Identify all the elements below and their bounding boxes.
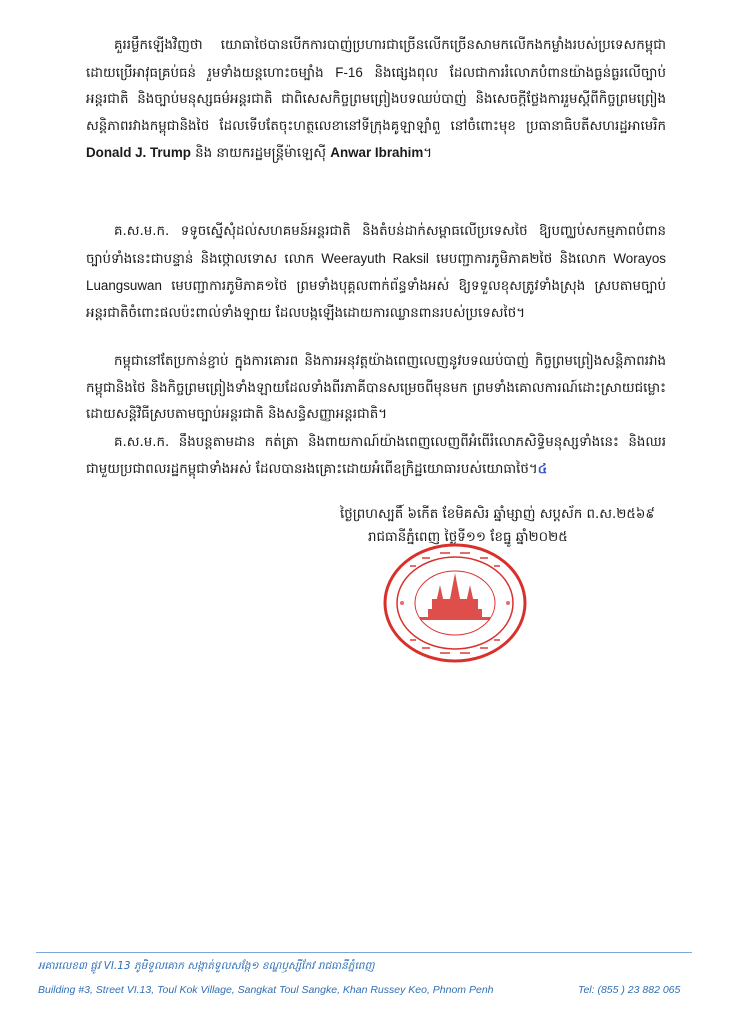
footer-address-english: Building #3, Street VI.13, Toul Kok Village, Sangkat Toul Sangke, Khan Russey Keo, Phnom Penh [38,984,494,996]
paragraph-2 [86,219,666,327]
paragraph-1 [86,33,666,168]
paragraph-4-text: គ.ស.ម.ក. នឹងបន្តតាមដាន កត់ត្រា និងពាយកាណ៍យ៉ាងពេញលេញពីអំពើរំលោភសិទ្ធិមនុស្សទាំងនេះ និងឈរជាមួយប្រជាពលរដ្ឋកម្ពុជាទាំងអស់ ដែលបានរងគ្រោះដោយអំពើឧក្រិដ្ឋយោធារបស់យោធាថៃ។ [86,435,666,477]
paragraph-1-text-e: និង នាយករដ្ឋមន្ត្រីម៉ាឡេស៊ី [195,146,327,162]
paragraph-1-end: ។ [423,146,433,162]
person-name-worayos: Worayos Luangsuwan [86,250,666,294]
paragraph-4 [86,430,666,483]
lunar-date: ថ្ងៃព្រហស្បតិ៍ ៦កើត ខែមិគសិរ ឆ្នាំម្សាញ់ សប្តស័ក ព.ស.២៥៦៩ [340,507,655,522]
paragraph-2-text-a: គ.ស.ម.ក. ទទូចស្នើសុំដល់សហគមន៍អន្តរជាតិ និងតំបន់ដាក់សម្ពាធលើប្រទេសថៃ ឱ្យបញ្ឈប់សកម្មភាពបំពានច្បាប់ទាំងនេះជាបន្ទាន់ និងថ្កោលទោស លោក [86,224,666,267]
paragraph-2-text-c: មេបញ្ជាការភូមិភាគ២ថៃ និងលោក [436,251,607,267]
official-seal-stamp [370,543,540,663]
handwritten-initial: ៤ [537,461,548,477]
footer-address-khmer: អគារលេខ៣ ផ្លូវ VI.13 ភូមិទួលគោក សង្កាត់ទួលសង្កែ១ ខណ្ឌឫស្សីកែវ រាជធានីភ្នំពេញ [38,960,375,972]
paragraph-3: កម្ពុជានៅតែប្រកាន់ខ្ជាប់ ក្នុងការគោរព និងការអនុវត្តយ៉ាងពេញលេញនូវបទឈប់បាញ់ កិច្ចព្រមព្រៀងសន្តិភាពរវាងកម្ពុជានិងថៃ និងកិច្ចព្រមព្រៀងទាំងឡាយដែលទាំងពីរភាគីបានសម្រេចពីមុនមក ព្រមទាំងគោលការណ៍ដោះស្រាយជម្លោះដោយសន្តិវិធីស្របតាមច្បាប់អន្តរជាតិ និងសន្ធិសញ្ញាអន្តរជាតិ។ [86,354,666,423]
paragraph-1-text-a: គួររម្លឹកឡើងវិញថា យោធាថៃបានបើកការបាញ់ប្រហារជាច្រើនលើកច្រើនសាមកលើកងកម្លាំងរបស់ប្រទេសកម្ពុជា ដោយប្រើអាវុធគ្រប់ធន់ រួមទាំងយន្តហោះចម្បាំង [86,38,666,81]
person-name-trump: Donald J. Trump [86,145,191,161]
aircraft-name: F-16 [335,64,363,80]
footer-divider [36,952,692,953]
footer-phone: Tel: (855 ) 23 882 065 [578,984,681,996]
solar-date: រាជធានីភ្នំពេញ ថ្ងៃទី១១ ខែធ្នូ ឆ្នាំ២០២៥ [368,530,568,545]
person-name-anwar: Anwar Ibrahim [330,145,424,161]
paragraph-2-text-e: មេបញ្ជាការភូមិភាគ១ថៃ ព្រមទាំងបុគ្គលពាក់ព័ន្ធទាំងអស់ ឱ្យទទួលខុសត្រូវទាំងស្រុង ស្របតាមច្បាប់អន្តរជាតិចំពោះផលប៉ះពាល់ទាំងឡាយ ដែលបង្កឡើងដោយការឈ្លានពានរបស់ប្រទេសថៃ។ [86,279,666,321]
person-name-weerayuth: Weerayuth Raksil [321,250,429,266]
paragraph-1-text-c: និងផ្សេងពុល ដែលជាការរំលោភបំពានយ៉ាងធ្ងន់ធ្ងរលើច្បាប់អន្តរជាតិ និងច្បាប់មនុស្សធម៌អន្តរជាតិ ជាពិសេសកិច្ចព្រមព្រៀងបទឈប់បាញ់ និងសេចក្ដីថ្លែងការរួមស្ដីពីកិច្ចព្រមព្រៀងសន្តិភាពរវាងកម្ពុជានិងថៃ ដែលទើបតែចុះហត្ថលេខានៅទីក្រុងគូឡាឡាំពួ នៅចំពោះមុខ ប្រធានាធិបតីសហរដ្ឋអាមេរិក [86,65,666,134]
